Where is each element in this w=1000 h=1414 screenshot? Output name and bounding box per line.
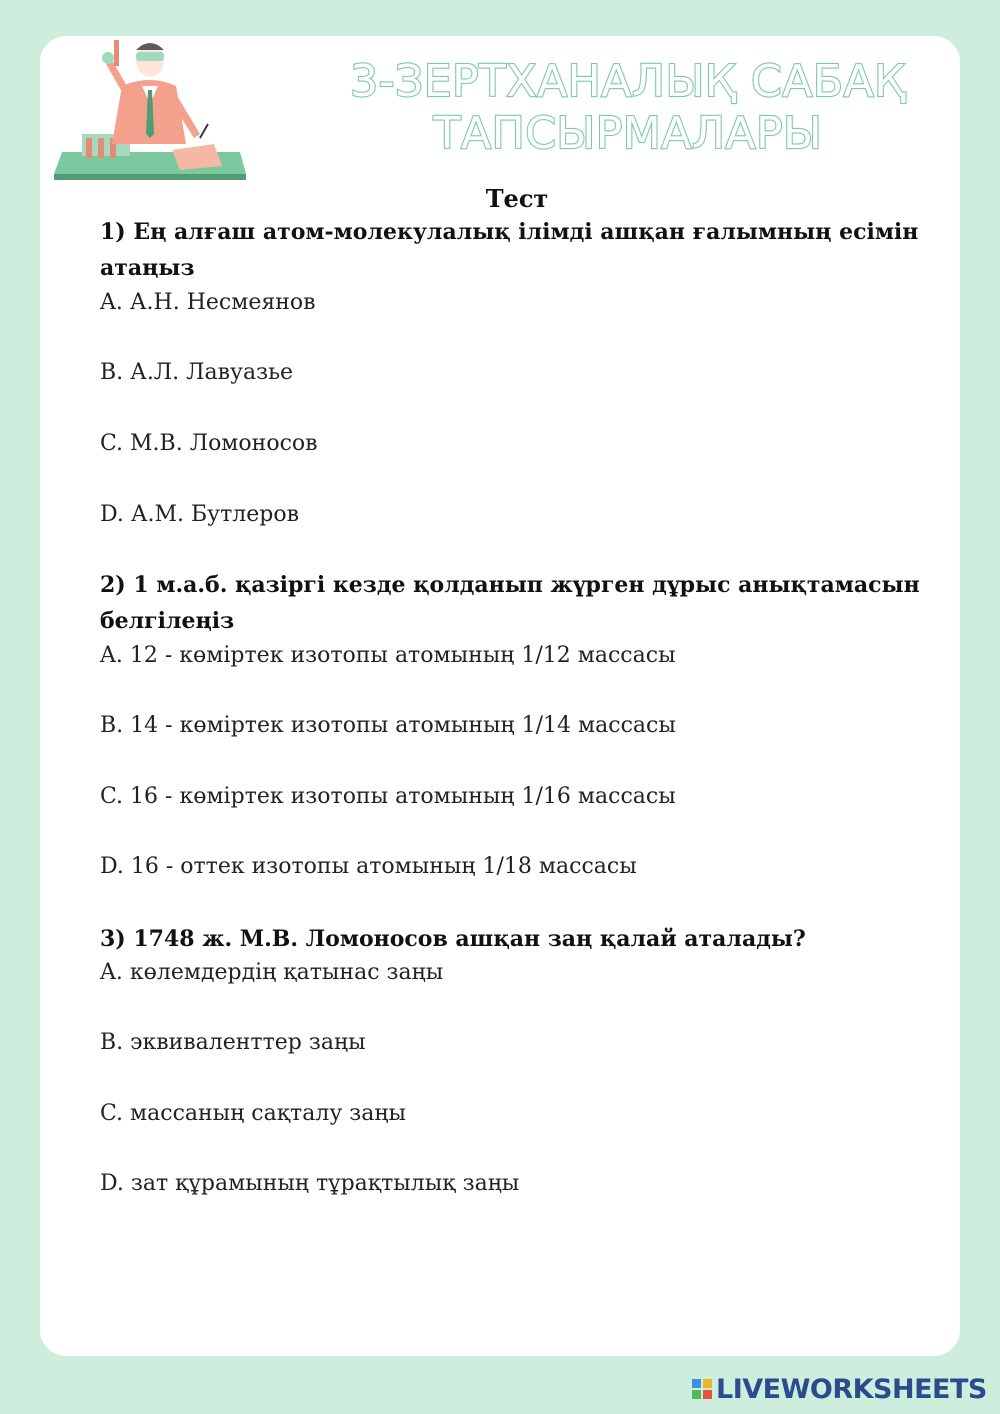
option-2b[interactable]: B. 14 - көміртек изотопы атомының 1/14 массасы <box>100 713 676 738</box>
option-2a[interactable]: A. 12 - көміртек изотопы атомының 1/12 массасы <box>100 643 676 668</box>
question-1: 1) Ең алғаш атом-молекулалық ілімді ашқан ғалымның есімін атаңыз <box>100 219 919 281</box>
option-1a[interactable]: A. А.Н. Несмеянов <box>100 290 316 315</box>
option-1b[interactable]: B. А.Л. Лавуазье <box>100 360 294 385</box>
option-1d[interactable]: D. А.М. Бутлеров <box>100 502 299 527</box>
option-3b[interactable]: B. эквиваленттер заңы <box>100 1030 366 1055</box>
option-2d[interactable]: D. 16 - оттек изотопы атомының 1/18 массасы <box>100 854 637 879</box>
option-3a[interactable]: A. көлемдердің қатынас заңы <box>100 960 444 985</box>
liveworksheets-logo-icon <box>692 1379 712 1399</box>
option-3d[interactable]: D. зат құрамының тұрақтылық заңы <box>100 1171 520 1196</box>
test-heading: Тест <box>485 184 549 213</box>
worksheet-title <box>318 56 938 160</box>
option-2c[interactable]: C. 16 - көміртек изотопы атомының 1/16 массасы <box>100 784 676 809</box>
question-2: 2) 1 м.а.б. қазіргі кезде қолданып жүрген дұрыс анықтамасын белгілеңіз <box>100 572 920 634</box>
question-3: 3) 1748 ж. М.В. Ломоносов ашқан заң қалай аталады? <box>100 926 806 952</box>
title-line-1: 3-ЗЕРТХАНАЛЫҚ САБАҚ <box>350 56 906 107</box>
scientist-illustration <box>50 34 250 190</box>
option-3c[interactable]: C. массаның сақталу заңы <box>100 1101 406 1126</box>
title-line-2: ТАПСЫРМАЛАРЫ <box>433 108 823 159</box>
brand-name: LIVEWORKSHEETS <box>716 1373 987 1405</box>
option-1c[interactable]: C. М.В. Ломоносов <box>100 431 318 456</box>
liveworksheets-brand <box>692 1372 987 1406</box>
